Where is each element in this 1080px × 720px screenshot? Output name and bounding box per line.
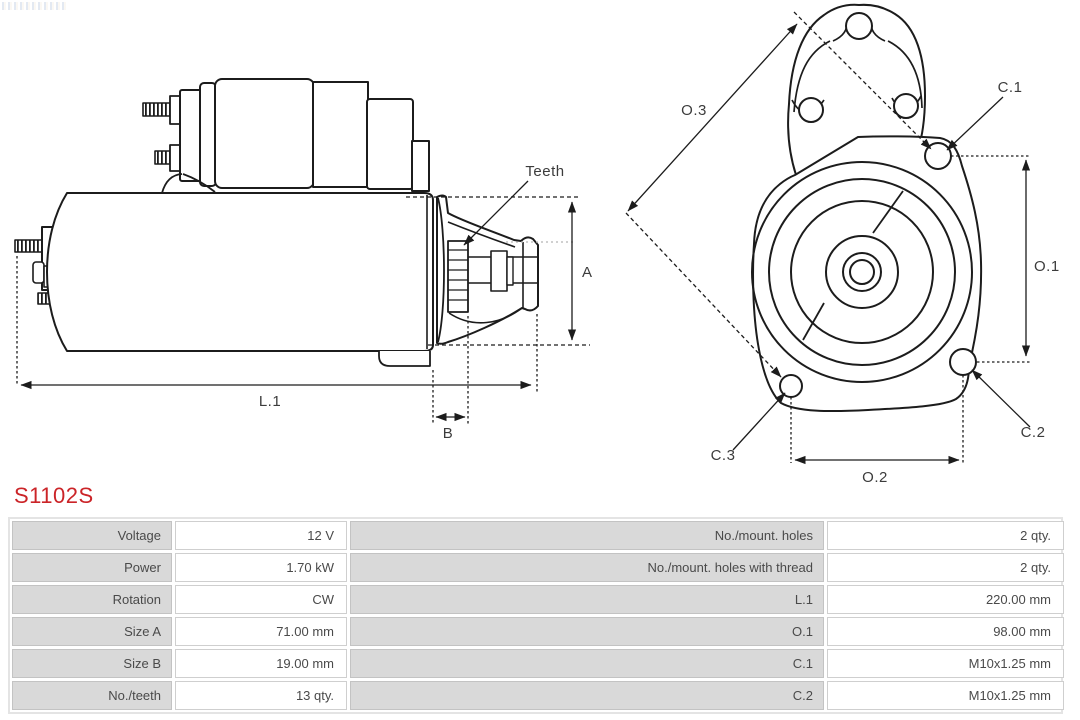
spec-label: No./mount. holes [350,521,824,550]
spec-label: Size A [12,617,172,646]
spec-table [8,517,1063,714]
teeth-label: Teeth [525,163,565,180]
dim-label-c3: C.3 [710,447,736,464]
side-view-drawing [15,79,538,366]
spec-value: 1.70 kW [175,553,347,582]
dim-label-c1: C.1 [997,79,1023,96]
spec-label: No./mount. holes with thread [350,553,824,582]
dim-label-o1: O.1 [1034,258,1060,275]
spec-label: L.1 [350,585,824,614]
spec-value: M10x1.25 mm [827,649,1064,678]
spec-value: M10x1.25 mm [827,681,1064,710]
dim-label-a: A [582,264,593,281]
spec-value: 12 V [175,521,347,550]
part-number-title: S1102S [14,483,94,508]
spec-value: 2 qty. [827,553,1064,582]
dim-label-l1: L.1 [258,393,282,410]
spec-label: Size B [12,649,172,678]
spec-label: C.1 [350,649,824,678]
spec-label: O.1 [350,617,824,646]
spec-label: Voltage [12,521,172,550]
dim-label-o3: O.3 [681,102,707,119]
watermark [2,2,68,10]
dim-label-b: B [442,425,454,442]
spec-value: 19.00 mm [175,649,347,678]
spec-value: 13 qty. [175,681,347,710]
spec-label: No./teeth [12,681,172,710]
spec-label: C.2 [350,681,824,710]
spec-label: Power [12,553,172,582]
spec-value: 98.00 mm [827,617,1064,646]
dim-label-c2: C.2 [1020,424,1046,441]
spec-label: Rotation [12,585,172,614]
spec-value: 71.00 mm [175,617,347,646]
spec-value: CW [175,585,347,614]
spec-value: 220.00 mm [827,585,1064,614]
spec-value: 2 qty. [827,521,1064,550]
front-view-drawing [752,5,981,411]
dim-label-o2: O.2 [862,469,888,485]
